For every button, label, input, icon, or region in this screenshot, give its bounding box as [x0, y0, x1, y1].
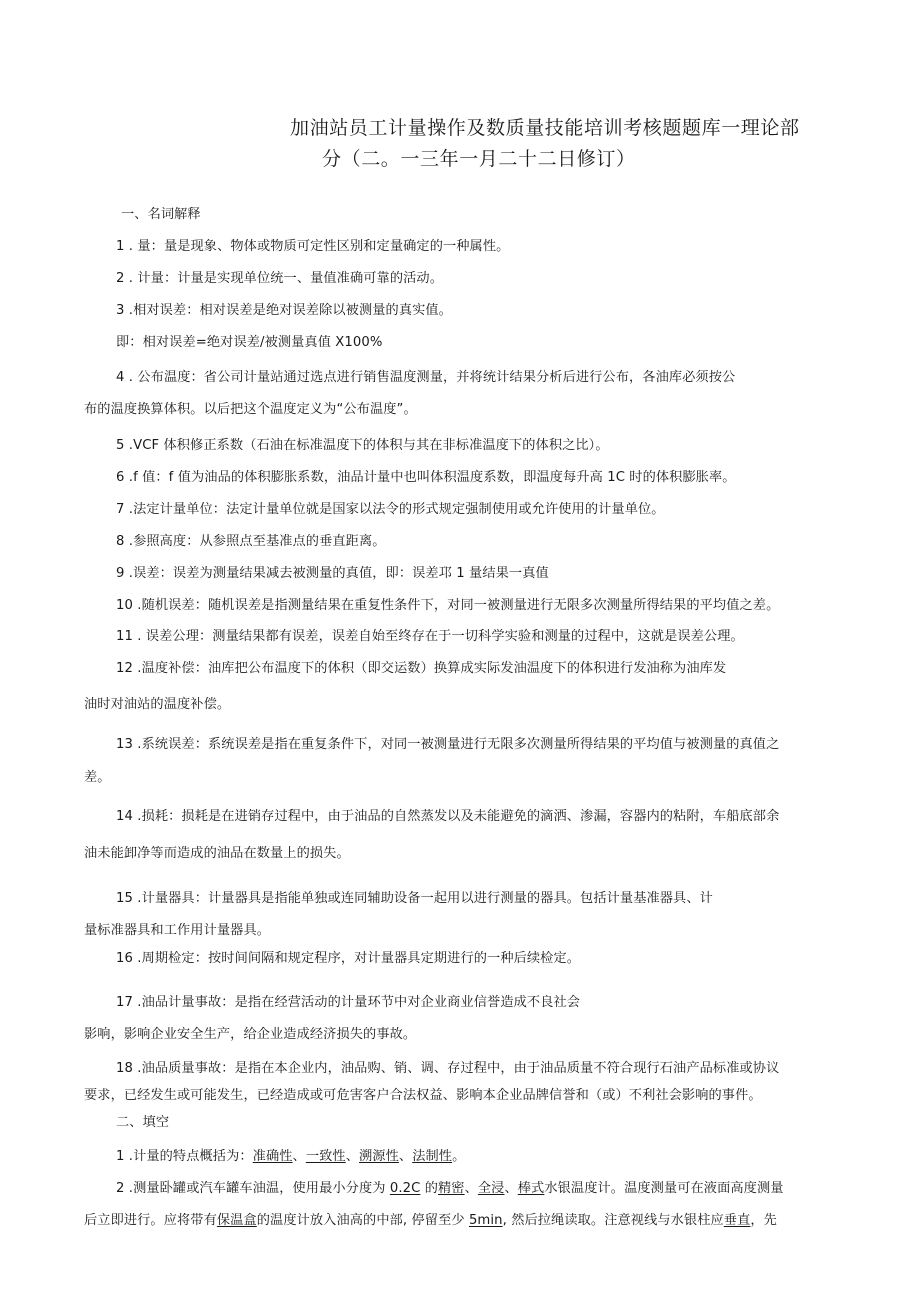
- definition-item: 11 . 误差公理：测量结果都有误差，误差自始至终存在于一切科学实验和测量的过程中，这就是误差公理。: [116, 629, 744, 644]
- definition-item: 2 . 计量：计量是实现单位统一、量值准确可靠的活动。: [116, 271, 443, 286]
- definition-continuation: 影响，影响企业安全生产，给企业造成经济损失的事故。: [84, 1027, 417, 1042]
- answer-blank: 全浸: [477, 1181, 505, 1196]
- answer-blank: 溯源性: [359, 1149, 399, 1164]
- definition-item: 7 .法定计量单位：法定计量单位就是国家以法令的形式规定强制使用或允许使用的计量单位。: [116, 502, 665, 517]
- title-line-1: 加油站员工计量操作及数质量技能培训考核题题库一理论部: [290, 117, 800, 139]
- question-text: 1 .计量的特点概括为：: [116, 1149, 253, 1164]
- definition-item: 9 .误差：误差为测量结果减去被测量的真值，即：误差邛 1 量结果一真值: [116, 566, 549, 581]
- definition-continuation: 差。: [84, 770, 111, 785]
- document-title: [290, 113, 800, 175]
- definition-formula: 即：相对误差=绝对误差/被测量真值 X100%: [116, 335, 383, 350]
- definition-item: 17 .油品计量事故：是指在经营活动的计量环节中对企业商业信誉造成不良社会: [116, 995, 581, 1010]
- question-text: 2 .测量卧罐或汽车罐车油温，使用最小分度为: [116, 1181, 390, 1196]
- definition-item: 18 .油品质量事故：是指在本企业内，油品购、销、调、存过程中，由于油品质量不符合现行石油产品标准或协议: [116, 1061, 780, 1076]
- fill-blank-question-2-continuation: [84, 1212, 777, 1230]
- definition-item: 14 .损耗：损耗是在进销存过程中，由于油品的自然蒸发以及未能避免的滴洒、渗漏，容器内的粘附，车船底部余: [116, 809, 780, 824]
- title-line-2: 分（二。一三年一月二十二日修订）: [322, 148, 636, 170]
- separator: 、: [292, 1149, 306, 1164]
- answer-blank: 准确性: [252, 1149, 293, 1164]
- answer-blank: 保温盒: [216, 1213, 257, 1228]
- section-heading-fill-blank: 二、填空: [116, 1115, 170, 1130]
- question-text: 后立即进行。应将带有: [84, 1213, 217, 1228]
- definition-item: 15 .计量器具：计量器具是指能单独或连同辅助设备一起用以进行测量的器具。包括计量基准器具、计: [116, 891, 713, 906]
- answer-blank: 棒式: [517, 1181, 545, 1196]
- answer-blank: 垂直: [723, 1213, 751, 1228]
- answer-blank: 5min: [468, 1213, 503, 1228]
- definition-item: 1 . 量：量是现象、物体或物质可定性区别和定量确定的一种属性。: [116, 239, 510, 254]
- answer-blank: 0.2C: [389, 1181, 421, 1196]
- question-text: 、: [464, 1181, 478, 1196]
- fill-blank-question-1: [116, 1148, 465, 1166]
- definition-continuation: 布的温度换算体积。以后把这个温度定义为“公布温度”。: [84, 402, 417, 417]
- fill-blank-question-2: [116, 1180, 784, 1198]
- definition-item: 3 .相对误差：相对误差是绝对误差除以被测量的真实值。: [116, 303, 452, 318]
- definition-item: 16 .周期检定：按时间间隔和规定程序，对计量器具定期进行的一种后续检定。: [116, 951, 581, 966]
- definition-continuation: 油时对油站的温度补偿。: [84, 697, 231, 712]
- section-heading-definitions: 一、名词解释: [121, 207, 201, 222]
- definition-continuation: 要求，已经发生或可能发生，已经造成或可危害客户合法权益、影响本企业品牌信誉和（或）不利社会影响的事件。: [84, 1088, 762, 1103]
- definition-item: 10 .随机误差：随机误差是指测量结果在重复性条件下，对同一被测量进行无限多次测量所得结果的平均值之差。: [116, 598, 780, 613]
- question-text: ，先: [750, 1213, 777, 1228]
- question-text: 水银温度计。温度测量可在液面高度测量: [544, 1181, 784, 1196]
- answer-blank: 一致性: [305, 1149, 346, 1164]
- definition-item: 8 .参照高度：从参照点至基准点的垂直距离。: [116, 534, 386, 549]
- question-text: , 然后拉绳读取。注意视线与水银柱应: [502, 1213, 724, 1228]
- definition-item: 4 . 公布温度：省公司计量站通过选点进行销售温度测量，并将统计结果分析后进行公布，各油库必须按公: [116, 370, 736, 385]
- question-text: 的: [420, 1181, 439, 1196]
- separator: 、: [345, 1149, 360, 1164]
- definition-item: 6 .f 值：f 值为油品的体积膨胀系数，油品计量中也叫体积温度系数，即温度每升高 1C 时的体积膨胀率。: [116, 470, 736, 485]
- definition-continuation: 油未能卸净等而造成的油品在数量上的损失。: [84, 846, 350, 861]
- definition-continuation: 量标准器具和工作用计量器具。: [84, 923, 271, 938]
- definition-item: 12 .温度补偿：油库把公布温度下的体积（即交运数）换算成实际发油温度下的体积进行发油称为油库发: [116, 661, 727, 676]
- question-text: 、: [504, 1181, 518, 1196]
- definition-item: 5 .VCF 体积修正系数（石油在标准温度下的体积与其在非标准温度下的体积之比）。: [116, 438, 609, 453]
- question-text: 的温度计放入油高的中部, 停留至少: [256, 1213, 469, 1228]
- answer-blank: 精密: [438, 1181, 465, 1196]
- separator: 、: [398, 1149, 413, 1164]
- question-end: 。: [452, 1149, 466, 1164]
- definition-item: 13 .系统误差：系统误差是指在重复条件下，对同一被测量进行无限多次测量所得结果的平均值与被测量的真值之: [116, 737, 780, 752]
- answer-blank: 法制性: [412, 1149, 453, 1164]
